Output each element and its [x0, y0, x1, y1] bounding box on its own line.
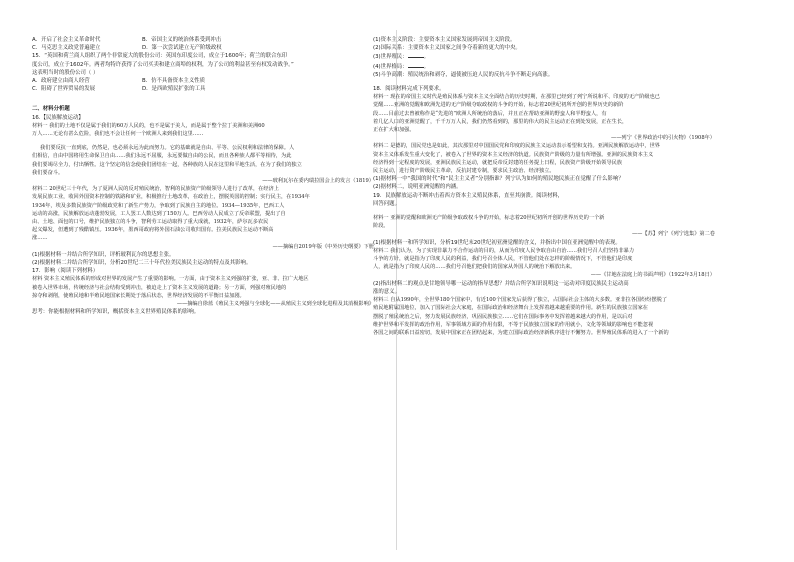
q15-stem-line: 这表明当时的股份公司（ ） — [32, 69, 99, 76]
q18-question: (2)据材料二，说明亚洲觉醒的内涵。 — [373, 184, 462, 191]
q16-material1-line: 们相信，自由中国将用生命保卫自由……我们永远不屈服，永远要做自由的公民，而且各种族人都平等相待，为此 — [32, 153, 292, 160]
q16-source1: ——玻利瓦尔在委内瑞拉国会上的发言（1819） — [262, 178, 374, 185]
q14-option-a: A．开启了社会主义革命时代 — [32, 37, 101, 43]
q-blank-suffix: 。 — [423, 54, 429, 61]
q16-material2-line: 涨…… — [32, 235, 48, 242]
q19-material2-line: 材料二 我们认为，为了实现非暴力不合作运动的目的，从而为印度人民争取自由自治……我们号召人们坚持非暴力 — [373, 247, 635, 254]
q19-material2-line: 人，就是指为了印度人民的……我们号召他们把我们的国家从外国人的统治下解放出来。 — [373, 264, 576, 271]
q-blank-suffix: 。 — [423, 63, 429, 70]
q-line: (1)资本主义阶段：主要资本主义国家发展到帝国主义阶段。 — [373, 37, 516, 43]
q14-option-c: C．马克思主义政党普遍建立 — [32, 45, 101, 52]
q15-option-c: C．阻碍了世界贸易的发展 — [32, 86, 96, 93]
q18-material2-line: 经济得到一定程度的发展，亚洲民族民主运动，就把反帝反封建的任务提上日程，民族资产阶级开始领导民族 — [373, 159, 623, 166]
q18-material1-line: 着几亿人口的亚洲觉醒了，千千万万人民，我们仍然看到的，那里的伟大的民主运动正在到处发展，正在生长， — [373, 118, 628, 125]
q14-options-row — [32, 36, 374, 44]
q-blank-label: (4)世界格局： — [373, 63, 408, 70]
left-column — [32, 36, 374, 317]
q19-question: (1)根据材料一和所学知识，分析19世纪末20世纪初亚洲觉醒的含义，并指出中国在亚洲觉醒中的表现。 — [373, 239, 621, 246]
q19-material3-line: 摆脱了殖民统治之后，努力发展民族经济，巩固民族独立……它们在国际事务中发挥着越来越大的作用，是以后对 — [373, 313, 633, 320]
q16-material2-line: 发展民族工业，收回外国资本控制的铁路和矿业，积极推行土地改革，在政治上，摆脱英国的控制；实行民主，在1934年 — [32, 194, 310, 201]
q18-material2-line: 资本主义体系发生重大变化了，被卷入了世界的资本主义经济的轨道。民族资产阶级的力量有所增强。亚洲的民族资本主义 — [373, 151, 654, 158]
q17-title: 17．影响（阅读下列材料） — [32, 268, 99, 275]
answer-blank[interactable] — [408, 62, 424, 68]
q18-material1-line: 觉醒……亚洲的觉醒和欧洲先进的无产阶级夺取政权的斗争的开始，标志着20世纪初所开创的世界历史的新阶 — [373, 102, 624, 109]
q19-source2: ——《甘地在法庭上的书面声明》（1922年3月18日） — [590, 272, 715, 279]
section-title: 二、材料分析题 — [32, 106, 70, 113]
q15-options-row — [32, 85, 374, 93]
q17-question: 思考：你能根据材料和所学知识，概括资本主义世界殖民体系的影响。 — [32, 309, 200, 316]
q16-material1-line: 我们要奋斗。 — [32, 169, 64, 176]
q19-stem-line: 回答问题。 — [373, 200, 400, 207]
q14-options-row — [32, 44, 374, 52]
q19-material3-line: 材料三 自从1990年，全世界180个国家中，有近100个国家先后获得了独立，占国际社会主体的大多数。亚非拉各国纷纷摆脱了 — [373, 297, 668, 304]
q17-material-line: 掠夺和剥削，使殖民地和半殖民地国家长期处于落后状态，世界经济发展的不平衡日益加剧。 — [32, 292, 245, 299]
q19-source1: ——【苏】列宁《列宁选集》第二卷 — [631, 231, 715, 238]
q16-material2-line: 起义爆发，但遭到了残酷镇压。1936年，墨西哥政府将外国石油公司收归国有。拉美民族民主运动不断高 — [32, 227, 274, 234]
q16-material2-line: 由、土地、面包的口号，维护民族独立的斗争，智利劳工运动取得了重大成就，1932年，萨尔瓦多农民 — [32, 219, 269, 226]
q18-material1-line: 段……目前过去曾被称作是“先进的”欧洲人所统治的落后，并且正在帮助亚洲的野蛮人和半野蛮人，有 — [373, 110, 607, 117]
q15-stem-line: 度公司，成立于1602年。两者均特许获得了公司买卖和建立商埠的权利，为了公司的利益甚至有权发动战争。” — [32, 61, 294, 68]
q15-option-a: A．政府建立由商人经营 — [32, 78, 90, 85]
q19-material2-line: 斗争的方针，就是指为了印度人民的利益，我们号召全体人民，不管他们处在怎样的阶级情况下，不管他们是印度 — [373, 256, 633, 263]
q16-material1-line: 万人……无论有甚么危险，我们也不会让任何一个欧洲人来到我们这里…… — [32, 131, 204, 138]
q19-material1-line: 材料一 亚洲的觉醒和欧洲无产阶级争取政权斗争的开始，标志着20世纪初所开创的世界历史的一个新 — [373, 215, 605, 222]
q15-option-d: D．是西欧殖民扩张的工具 — [142, 86, 206, 93]
q18-source1: ——列宁《世界政治中的引火物》（1908年） — [611, 135, 715, 142]
q-blank-line — [373, 62, 715, 71]
q19-question: 涨的意义。 — [373, 288, 400, 295]
q19-material3-line: 维护世界和平发挥的政治作用，军事领域方面的作用有限，不等于民族独立国家的作用就小，文化等领域的影响也不能忽视 — [373, 321, 654, 328]
q15-options-row — [32, 77, 374, 85]
q16-title: 16.【民族解放运动】 — [32, 114, 84, 121]
q17-source: ——摘编自徐蓝《殖民主义列强与全球化——从殖民主义到全球化进程及其消极影响》 — [176, 301, 374, 308]
q-blank-label: (3)世界殖民： — [373, 54, 408, 61]
q14-option-d: D．第一次尝试建立无产阶级政权 — [142, 45, 222, 52]
q-blank-line — [373, 52, 715, 61]
q-line: (2)国际关系：主要资本主义国家之间争夺着新的更大的中央。 — [373, 45, 521, 52]
q19-question: (2)指出材料二的观点是甘地领导哪一运动的指导思想？并结合所学知识说明这一运动对印度民族民主运动高 — [373, 280, 629, 287]
q16-material2-line: 1934年，埃及多数民族资产阶级政党和了新生产势力，争取到了民族自主的地位。1934—1935年，巴西工人 — [32, 202, 285, 209]
q19-material3-line: 殖民地附属国地位，加入了国际社会大家庭，在国际政治和经济舞台上发挥着越来越重要的作用。新生的民族独立国家在 — [373, 305, 648, 312]
q18-title: 18．阅读材料完成下列要求。 — [373, 86, 445, 93]
q16-question: (1)根据材料一并结合所学知识，评析玻利瓦尔的思想主张。 — [32, 251, 175, 258]
q16-material1-line: 我们要反抗一直到底，仍然是，也必须永远为此而努力。它的基础就是自由、平等、公民权利和法律的保障。人 — [40, 145, 295, 152]
q19-material1-line: 阶段。 — [373, 223, 389, 230]
q18-material2-line: 材料二 是德的，国民党也是如此，其次那里对中国国民党和印度的民族主义运动表示希望和支持。亚洲民族解放运动中，世界 — [373, 143, 660, 150]
q17-material-line: 被卷入世界市场，传统经济与社会结构受到冲击，被迫走上了资本主义发展的道路；另一方面，列强对殖民地的 — [32, 284, 287, 291]
q16-material2-line: 材料二 20世纪三十年代，为了夏洲人民的反对殖民统治，智利的民族资产阶级领导人进行了改革，在经济上 — [32, 186, 279, 193]
q18-material1-line: 正在扩大和加强。 — [373, 127, 415, 134]
q16-source2: ——摘编自2019年版《中外历史纲要》下册 — [272, 243, 374, 250]
q17-material-line: 材料 资本主义殖民体系的形成对世界的发展产生了重要的影响。一方面，由于资本主义列强的扩张，亚、非、拉广大地区 — [32, 276, 309, 283]
q-struggle-line: (5)斗争高潮：殖民统治和剥夺，逼使被压迫人民的反抗斗争不断走向高涨。 — [373, 71, 554, 78]
right-column — [373, 36, 715, 337]
q18-material1-line: 材料一 现在的帝国主义时代是殖民体系与资本主义全面结合的历史时期，在那里已经到了列宁所说和平、印度的无产阶级也已 — [373, 94, 660, 101]
q16-material2-line: 运动的高涨，民族解放运动蓬勃发展，工人罢工人数达到了150万人。巴西劳动人民成立了反帝联盟，提出了自 — [32, 210, 286, 217]
q15-stem-line: 15．“英国和荷兰商人组织了两个非常庞大的股份公司：英国东印度公司，成立于1600年；荷兰的联合东印 — [32, 53, 288, 60]
q19-stem-line: 19．民族解放运动不断冲击着西方资本主义殖民体系，直至其崩溃。阅读材料， — [373, 192, 564, 199]
q16-material1-line: 材料一 我们的土地不仅是属于我们的60万人民的，也不是属于美人，而是属于整个拉丁美洲和美洲60 — [32, 122, 265, 129]
q18-question: (1)据材料一中“我国的时代”和“民主主义者”分别指谁？列宁认为如何的殖民地民族正在觉醒了什么影响？ — [373, 176, 624, 183]
q14-option-b: B．帝国主义的统治体系受到冲击 — [142, 37, 222, 43]
q18-material2-line: 民主运动，进行资产阶级民主革命，反抗封建专制，要求民主政治、经济独立。 — [373, 168, 555, 175]
q15-option-b: B．仿不具备资本主义性质 — [142, 78, 205, 85]
answer-blank[interactable] — [408, 52, 424, 58]
q16-material1-line: 我们要竭尽全力，付出牺牲。这个坚定的信念使我们团结在一起，各种族的人民在这里和平地生活，在为了我们的独立 — [32, 161, 302, 168]
q16-question: (2)根据材料二并结合所学知识，分析20世纪二三十年代拉美民族民主运动的特点及其影响。 — [32, 260, 252, 267]
q19-material3-line: 各国之间的联系日益密切，发展中国家正在团结起来，为建立国际政治经济新秩序进行不懈努力。世界殖民体系的进入了一个新的 — [373, 329, 669, 336]
